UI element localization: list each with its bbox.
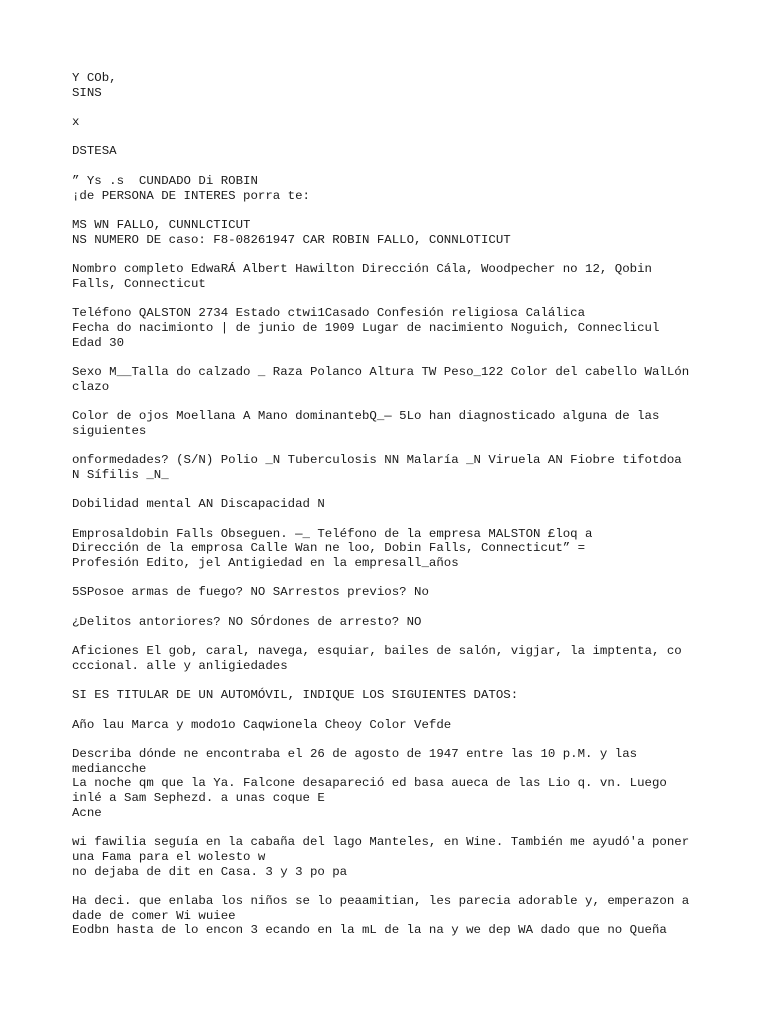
text-line: SINS xyxy=(72,85,102,100)
text-line: mediancche xyxy=(72,761,147,776)
text-line: Fecha do nacimionto | de junio de 1909 Lugar de nacimiento Noguich, Conneclicul xyxy=(72,320,660,335)
text-line: N Sífilis _N_ xyxy=(72,467,169,482)
text-line: ¡de PERSONA DE INTERES porra te: xyxy=(72,188,310,203)
text-line: onformedades? (S/N) Polio _N Tuberculosis NN Malaría _N Viruela AN Fiobre tifotdoa xyxy=(72,453,682,468)
text-line: Eodbn hasta de lo encon 3 ecando en la mL de la na y we dep WA dado que no Queña xyxy=(72,923,667,938)
text-line: cccional. alle y anligiedades xyxy=(72,658,288,673)
paragraph xyxy=(72,585,712,600)
text-line: Falls, Connecticut xyxy=(72,276,206,291)
text-line: 5SPosoe armas de fuego? NO SArrestos previos? No xyxy=(72,585,429,600)
text-line: DSTESA xyxy=(72,144,117,159)
text-line: wi fawilia seguía en la cabaña del lago Manteles, en Wine. También me ayudó'a poner xyxy=(72,835,690,850)
paragraph xyxy=(72,894,712,938)
text-line: Describa dónde ne encontraba el 26 de agosto de 1947 entre las 10 p.M. y las xyxy=(72,747,638,762)
paragraph xyxy=(72,688,712,703)
paragraph xyxy=(72,71,712,100)
text-line: NS NUMERO DE caso: F8-08261947 CAR ROBIN FALLO, CONNLOTICUT xyxy=(72,232,511,247)
paragraph xyxy=(72,174,712,203)
text-line: x xyxy=(72,115,80,130)
paragraph xyxy=(72,218,712,247)
paragraph xyxy=(72,527,712,571)
text-line: no dejaba de dit en Casa. 3 y 3 po pa xyxy=(72,864,348,879)
paragraph xyxy=(72,718,712,733)
text-line: Edad 30 xyxy=(72,335,125,350)
text-line: Y COb, xyxy=(72,71,117,85)
text-line: una Fama para el wolesto w xyxy=(72,849,266,864)
text-line: Profesión Edito, jel Antigiedad en la empresall_años xyxy=(72,556,459,571)
text-line: Nombro completo EdwaRÁ Albert Hawilton Dirección Cála, Woodpecher no 12, Qobin xyxy=(72,262,652,277)
paragraph xyxy=(72,747,712,821)
text-line: Emprosaldobin Falls Obseguen. —_ Teléfono de la empresa MALSTON £loq a xyxy=(72,526,593,541)
text-line: Sexo M__Talla do calzado _ Raza Polanco Altura TW Peso_122 Color del cabello WalLón xyxy=(72,364,690,379)
paragraph xyxy=(72,306,712,350)
text-line: ¿Delitos antoriores? NO SÓrdones de arresto? NO xyxy=(72,614,422,629)
text-line: Año lau Marca y modo1o Caqwionela Cheoy Color Vefde xyxy=(72,717,452,732)
paragraph xyxy=(72,615,712,630)
paragraph xyxy=(72,409,712,438)
text-line: inlé a Sam Sephezd. a unas coque E xyxy=(72,791,325,806)
text-line: siguientes xyxy=(72,423,147,438)
text-line: Aficiones El gob, caral, navega, esquiar, bailes de salón, vigjar, la imptenta, co xyxy=(72,644,682,659)
paragraph xyxy=(72,262,712,291)
text-line: Acne xyxy=(72,805,102,820)
text-line: MS WN FALLO, CUNNLCTICUT xyxy=(72,217,251,232)
text-line: Teléfono QALSTON 2734 Estado ctwi1Casado Confesión religiosa Calálica xyxy=(72,306,586,321)
text-line: ” Ys .s CUNDADO Di ROBIN xyxy=(72,173,258,188)
text-line: SI ES TITULAR DE UN AUTOMÓVIL, INDIQUE LOS SIGUIENTES DATOS: xyxy=(72,688,519,703)
paragraph xyxy=(72,644,712,673)
text-line: La noche qm que la Ya. Falcone desapareció ed basa aueca de las Lio q. vn. Luego xyxy=(72,776,667,791)
text-line: clazo xyxy=(72,379,110,394)
text-line: dade de comer Wi wuiee xyxy=(72,908,236,923)
text-line: Color de ojos Moellana A Mano dominantebQ_— 5Lo han diagnosticado alguna de las xyxy=(72,409,660,424)
text-line: Dobilidad mental AN Discapacidad N xyxy=(72,497,325,512)
paragraph xyxy=(72,144,712,159)
paragraph xyxy=(72,835,712,879)
ocr-document-text xyxy=(72,71,712,953)
paragraph xyxy=(72,365,712,394)
paragraph xyxy=(72,497,712,512)
paragraph xyxy=(72,115,712,130)
text-line: Ha deci. que enlaba los niños se lo peaamitian, les parecia adorable y, emperazon a xyxy=(72,894,690,909)
text-line: Dirección de la emprosa Calle Wan ne loo, Dobin Falls, Connecticut” = xyxy=(72,541,586,556)
paragraph xyxy=(72,453,712,482)
